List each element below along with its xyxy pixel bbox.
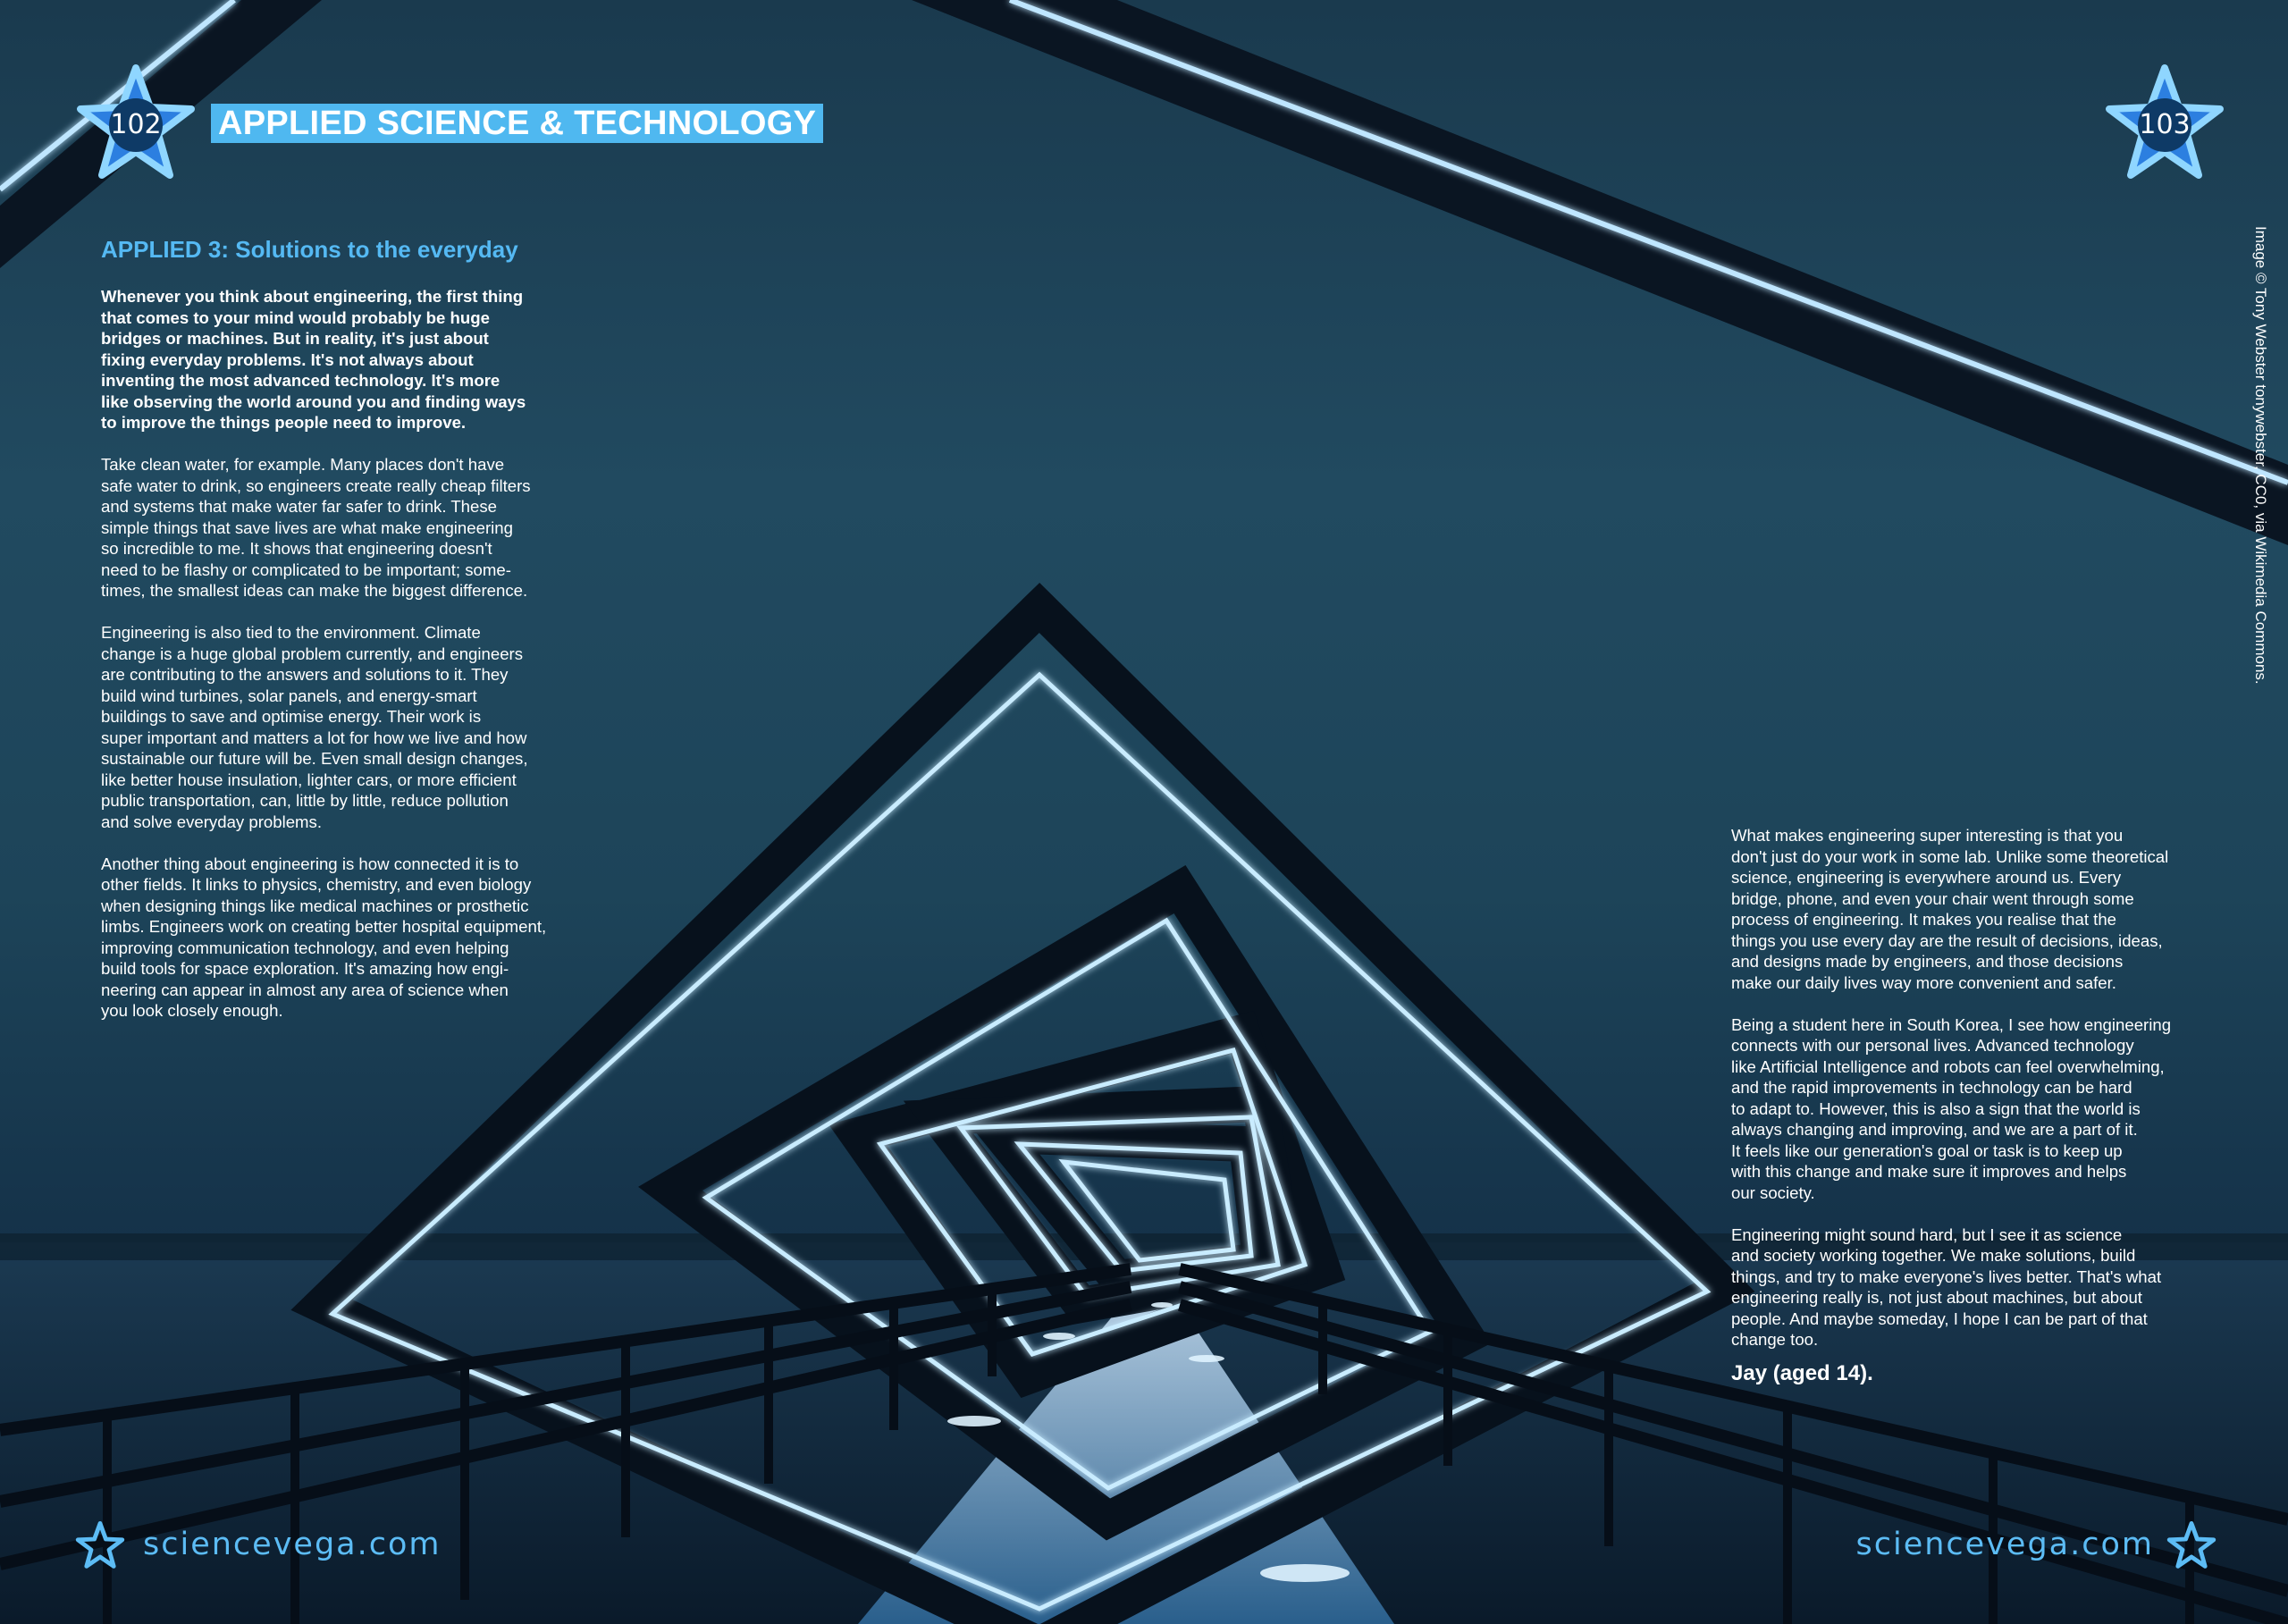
page-number-badge-left (73, 63, 198, 188)
article-paragraph: Another thing about engineering is how connected it is to other fields. It links to physics, chemistry, and even biology when designing things like medical machines or prosthetic limbs. Engineers work on creating better hospital equipment, improving communication technology, and even helping build tools for space exploration. It's amazing how engi- neering can appear in almost any area of science when you look closely enough. (101, 854, 547, 1020)
image-credit: Image © Tony Webster tonywebster, CC0, via Wikimedia Commons. (2252, 226, 2269, 685)
article-paragraph: Take clean water, for example. Many places don't have safe water to drink, so engineers create really cheap filters and systems that make water far safer to drink. These simple things that save lives are what make engineering so incredible to me. It shows that engineering doesn't need to be flashy or complicated to be important; some- times, the smallest ideas can make the biggest difference. (101, 455, 531, 600)
footer-website-link[interactable]: sciencevega.com (1855, 1527, 2154, 1562)
article-paragraph: What makes engineering super interesting is that you don't just do your work in some lab. Unlike some theoretical science, engineering is everywhere around us. Every bridge, phone, and even your chair went through some process of engineering. It makes you realise that the things you use every day are the result of decisions, ideas, and designs made by engineers, and those decisions make our daily lives way more convenient and safer. (1731, 826, 2169, 992)
article-left-column (101, 286, 566, 1042)
article-heading: APPLIED 3: Solutions to the everyday (101, 236, 518, 263)
article-paragraph: Being a student here in South Korea, I see how engineering connects with our personal lives. Advanced technology like Artificial Intelligence and robots can feel overwhelming, and the rapid improvements in technology can be hard to adapt to. However, this is also a sign that the world is always changing and improving, and we are a part of it. It feels like our generation's goal or task is to keep up with this change and make sure it improves and helps our society. (1731, 1014, 2172, 1202)
page-number-right: 103 (2139, 109, 2191, 140)
article-paragraph: Engineering is also tied to the environment. Climate change is a huge global problem currently, and engineers are contributing to the answers and solutions to it. They build wind turbines, solar panels, and energy-smart buildings to save and optimise energy. Their work is super important and matters a lot for how we live and how sustainable our future will be. Even small design changes, like better house insulation, lighter cars, or more efficient public transportation, can, little by little, reduce pollution and solve everyday problems. (101, 623, 528, 831)
footer-right (1855, 1518, 2216, 1571)
article-lead-paragraph: Whenever you think about engineering, the first thing that comes to your mind would probably be huge bridges or machines. But in reality, it's just about fixing everyday problems. It's not always about inventing the most advanced technology. It's more like observing the world around you and finding ways to improve the things people need to improve. (101, 287, 526, 432)
page-number-badge-right (2102, 63, 2227, 188)
footer-website-link[interactable]: sciencevega.com (143, 1527, 442, 1562)
star-icon (75, 1521, 125, 1571)
star-icon (2166, 1521, 2216, 1571)
article-paragraph: Engineering might sound hard, but I see it as science and society working together. We make solutions, build things, and try to make everyone's lives better. That's what engineering really is, not just about machines, but about people. And maybe someday, I hope I can be part of that change too. (1731, 1224, 2162, 1349)
section-title-banner: APPLIED SCIENCE & TECHNOLOGY (211, 104, 823, 143)
article-right-column (1731, 825, 2196, 1384)
article-author: Jay (aged 14). (1731, 1360, 1873, 1385)
page-number-left: 102 (110, 109, 162, 140)
